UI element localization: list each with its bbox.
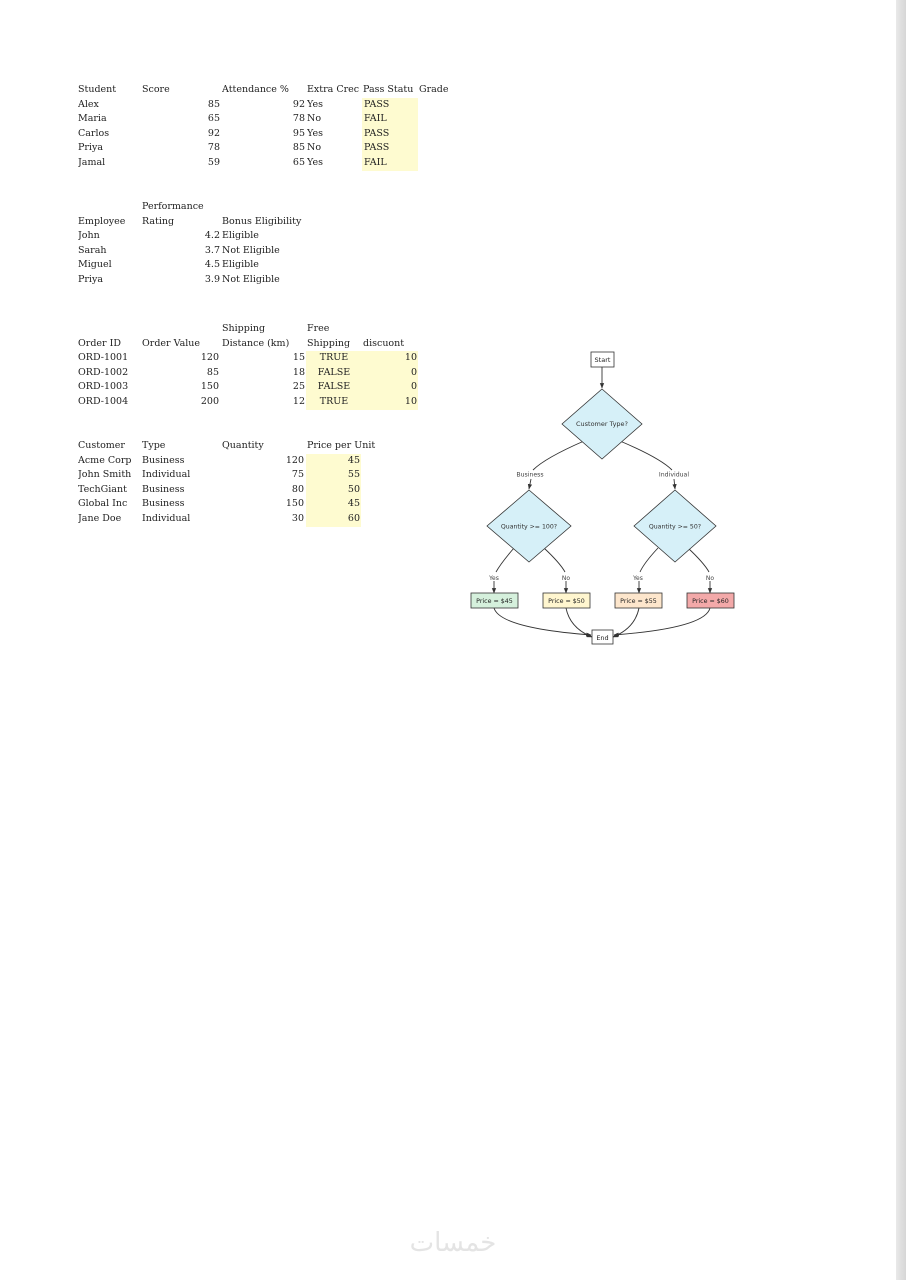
table-cell: FALSE	[306, 366, 362, 381]
line-qty100-no	[544, 548, 565, 572]
table-cell: 25	[292, 381, 305, 393]
table-cell: Carlos	[78, 127, 110, 139]
header-type: Type	[142, 440, 166, 451]
table-cell: Jamal	[78, 156, 106, 168]
table-cell: ORD-1002	[78, 366, 129, 378]
table-cell: 45	[306, 454, 361, 469]
price-60-label: Price = $60	[692, 598, 729, 605]
table-cell: 3.7	[204, 244, 220, 256]
table-cell: 10	[362, 351, 418, 366]
table-cell: 80	[291, 483, 304, 495]
header-grade: Grade	[419, 84, 449, 95]
line-qty50-yes	[640, 548, 658, 572]
table-cell: Business	[142, 454, 185, 466]
no-label-left: No	[561, 575, 571, 582]
khamsat-watermark: خمسات	[409, 1228, 497, 1258]
table-cell: 0	[362, 366, 418, 381]
table-cell: 65	[207, 113, 220, 125]
price-55-label: Price = $55	[620, 598, 657, 605]
header-pass-status: Pass Statu	[363, 84, 414, 95]
arrow-business-to-qty100	[529, 479, 531, 489]
table-cell: FALSE	[306, 380, 362, 395]
table-cell: 60	[306, 512, 361, 527]
start-label: Start	[594, 356, 611, 365]
table-cell: 12	[292, 395, 305, 407]
table-cell: Business	[142, 483, 185, 495]
table-cell: Yes	[307, 127, 323, 139]
table-cell: Individual	[142, 512, 191, 524]
pricing-flowchart	[465, 348, 740, 648]
yes-label-right: Yes	[633, 575, 643, 582]
header-shipping: Shipping	[222, 323, 266, 334]
header-performance: Performance	[142, 201, 204, 212]
header-order-id: Order ID	[78, 337, 121, 349]
table-cell: 4.5	[204, 259, 220, 271]
table-cell: 150	[200, 381, 219, 393]
line-qty50-no	[688, 548, 709, 572]
header-quantity: Quantity	[222, 440, 264, 451]
table-cell: John	[78, 230, 100, 242]
table-cell: FAIL	[362, 156, 418, 171]
table-cell: 75	[291, 469, 304, 481]
table-cell: 50	[306, 483, 361, 498]
quantity-50-label: Quantity >= 50?	[648, 523, 702, 531]
header-order-value: Order Value	[142, 337, 201, 349]
table-cell: 78	[207, 142, 220, 154]
table-cell: Alex	[78, 98, 99, 110]
table-cell: 65	[292, 156, 305, 168]
table-cell: Priya	[78, 142, 104, 154]
table-cell: 200	[200, 395, 219, 407]
table-cell: 59	[207, 156, 220, 168]
table-cell: PASS	[362, 141, 418, 156]
table-cell: TRUE	[306, 395, 362, 410]
branch-business-label: Business	[516, 471, 544, 479]
table-cell: Priya	[78, 273, 104, 285]
header-discount: discuont	[363, 337, 405, 349]
table-cell: 92	[207, 127, 220, 139]
header-price-per-unit: Price per Unit	[307, 440, 376, 451]
header-customer: Customer	[78, 440, 125, 451]
header-attendance: Attendance %	[222, 84, 289, 95]
header-rating: Rating	[142, 215, 175, 227]
table-cell: Not Eligible	[222, 273, 280, 285]
header-extra-credit: Extra Crec	[307, 84, 360, 95]
table-cell: Jane Doe	[78, 512, 122, 524]
table-cell: No	[307, 113, 322, 125]
table-cell: Global Inc	[78, 498, 128, 510]
arrow-price60-to-end	[614, 608, 710, 635]
table-cell: Eligible	[222, 230, 259, 242]
price-50-label: Price = $50	[548, 598, 585, 605]
table-cell: TechGiant	[78, 483, 127, 495]
table-cell: 85	[207, 98, 220, 110]
branch-individual-label: Individual	[658, 471, 690, 479]
table-cell: 10	[362, 395, 418, 410]
header-distance: Distance (km)	[222, 337, 290, 349]
header-free: Free	[307, 323, 330, 334]
header-student: Student	[78, 84, 117, 95]
customer-type-label: Customer Type?	[575, 420, 629, 428]
table-cell: 120	[285, 454, 304, 466]
table-cell: FAIL	[362, 112, 418, 127]
table-cell: 95	[292, 127, 305, 139]
line-qty100-yes	[496, 548, 514, 572]
header-score: Score	[142, 84, 170, 95]
table-cell: ORD-1001	[78, 352, 129, 364]
table-cell: Acme Corp	[78, 454, 132, 466]
header-employee: Employee	[78, 215, 126, 227]
table-cell: Not Eligible	[222, 244, 280, 256]
table-cell: 45	[306, 497, 361, 512]
table-cell: PASS	[362, 127, 418, 142]
header-bonus-eligibility: Bonus Eligibility	[222, 215, 302, 227]
page-edge-shadow	[896, 0, 906, 1280]
table-cell: Yes	[307, 156, 323, 168]
table-cell: Miguel	[78, 259, 112, 271]
table-cell: PASS	[362, 98, 418, 113]
table-cell: Business	[142, 498, 185, 510]
table-cell: 0	[362, 380, 418, 395]
table-cell: Yes	[307, 98, 323, 110]
table-cell: 150	[285, 498, 304, 510]
table-cell: 4.2	[204, 230, 220, 242]
table-cell: 120	[200, 352, 219, 364]
table-cell: John Smith	[78, 469, 132, 481]
table-cell: ORD-1003	[78, 381, 129, 393]
line-type-to-individual-label	[620, 441, 672, 470]
table-cell: 85	[292, 142, 305, 154]
table-cell: No	[307, 142, 322, 154]
header-free-shipping: Shipping	[307, 337, 351, 349]
table-cell: 30	[291, 512, 304, 524]
arrow-individual-to-qty50	[674, 479, 675, 489]
table-cell: 15	[292, 352, 305, 364]
yes-label-left: Yes	[489, 575, 499, 582]
table-cell: 3.9	[204, 273, 220, 285]
no-label-right: No	[705, 575, 715, 582]
end-label: End	[596, 633, 609, 642]
quantity-100-label: Quantity >= 100?	[500, 523, 558, 531]
table-cell: Eligible	[222, 259, 259, 271]
table-cell: TRUE	[306, 351, 362, 366]
table-cell: Individual	[142, 469, 191, 481]
table-cell: 85	[206, 366, 219, 378]
table-cell: 92	[292, 98, 305, 110]
table-cell: Maria	[78, 113, 107, 125]
table-cell: 55	[306, 468, 361, 483]
table-cell: 18	[292, 366, 305, 378]
table-cell: Sarah	[78, 244, 107, 256]
price-45-label: Price = $45	[476, 598, 513, 605]
table-cell: 78	[292, 113, 305, 125]
arrow-price45-to-end	[494, 608, 591, 635]
table-cell: ORD-1004	[78, 395, 129, 407]
line-type-to-business-label	[533, 441, 584, 470]
